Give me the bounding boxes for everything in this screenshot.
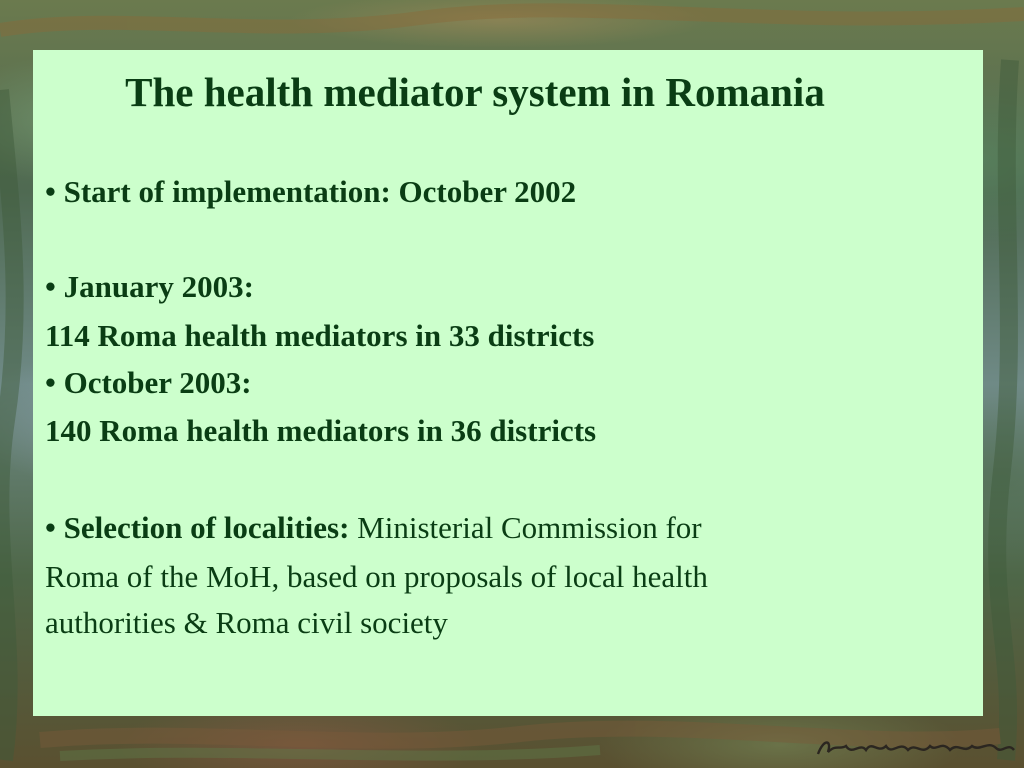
selection-text-line3: authorities & Roma civil society [45, 605, 448, 640]
bullet-october-2003-detail: 140 Roma health mediators in 36 districts [45, 413, 597, 448]
slide-title: The health mediator system in Romania [125, 69, 825, 115]
selection-label: • Selection of localities: [45, 510, 350, 545]
bullet-selection-of-localities [45, 510, 702, 546]
selection-text-line1: Ministerial Commission for [349, 510, 702, 545]
bullet-start-of-implementation: • Start of implementation: October 2002 [45, 174, 577, 209]
bullet-october-2003-heading: • October 2003: [45, 365, 252, 400]
selection-text-line2: Roma of the MoH, based on proposals of local health [45, 559, 708, 594]
bullet-january-2003-detail: 114 Roma health mediators in 33 districts [45, 318, 595, 353]
bullet-january-2003-heading: • January 2003: [45, 269, 254, 304]
painter-signature [812, 728, 1020, 766]
